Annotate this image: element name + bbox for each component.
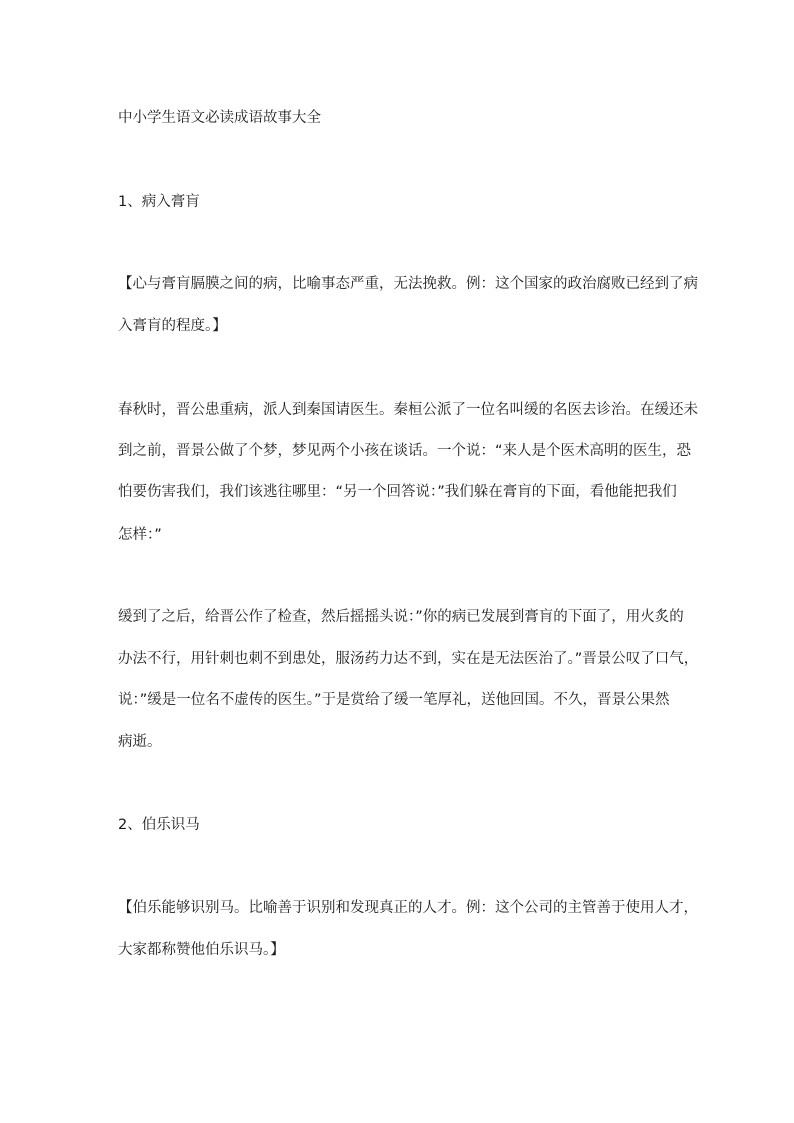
paragraph-line: 怎样：” [118, 527, 162, 543]
definition-line: 【伯乐能够识别马。比喻善于识别和发现真正的人才。例：这个公司的主管善于使用人才， [118, 900, 698, 916]
definition-line: 大家都称赞他伯乐识马。】 [118, 942, 285, 958]
section-heading: 2、伯乐识马 [118, 817, 200, 833]
paragraph-line: 说：”缓是一位名不虚传的医生。”于是赏给了缓一笔厚礼，送他回国。不久，晋景公果然 [118, 692, 670, 708]
paragraph-line: 到之前，晋景公做了个梦，梦见两个小孩在谈话。一个说：“来人是个医术高明的医生，恐 [118, 443, 692, 459]
paragraph-line: 办法不行，用针刺也刺不到患处，服汤药力达不到，实在是无法医治了。”晋景公叹了口气， [118, 651, 699, 667]
definition-line: 【心与膏肓膈膜之间的病，比喻事态严重，无法挽救。例：这个国家的政治腐败已经到了病 [118, 276, 698, 292]
paragraph-line: 缓到了之后，给晋公作了检查，然后摇摇头说：”你的病已发展到膏肓的下面了，用火炙的 [118, 609, 684, 625]
paragraph-line: 春秋时，晋公患重病，派人到秦国请医生。秦桓公派了一位名叫缓的名医去诊治。在缓还未 [118, 402, 698, 418]
paragraph-line: 怕要伤害我们，我们该逃往哪里：“另一个回答说：”我们躲在膏肓的下面，看他能把我们 [118, 484, 677, 500]
definition-line: 入膏肓的程度。】 [118, 318, 227, 334]
section-heading: 1、病入膏肓 [118, 194, 200, 210]
paragraph-line: 病逝。 [118, 734, 162, 750]
document-title: 中小学生语文必读成语故事大全 [118, 110, 321, 126]
